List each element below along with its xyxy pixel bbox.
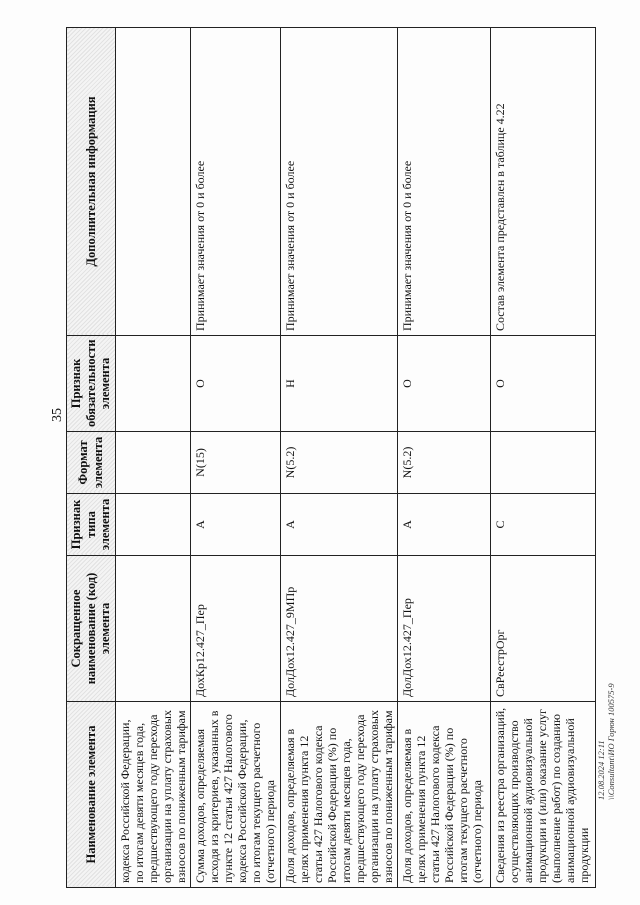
header-required: Признак обязательности элемента (67, 336, 116, 432)
rotated-table-wrapper (66, 28, 591, 888)
cell-name: Доля доходов, определяемая в целях применения пункта 12 статьи 427 Налогового кодекса Российской Федерации (%) по итогам текущего расчетного (отчетного) периода (398, 702, 491, 888)
cell-name: Сведения из реестра организаций, осуществляющих производство анимационной аудиовизуальной продукции и (или) оказание услуг (выполнение работ) по созданию анимационной аудиовизуальной продукции (491, 702, 596, 888)
cell-info: Принимает значения от 0 и более (398, 28, 491, 336)
cell-code (115, 556, 190, 702)
table-header-row (67, 28, 116, 888)
cell-name: Сумма доходов, определяемая исходя из критериев, указанных в пункте 12 статьи 427 Налогового кодекса Российской Федерации, по итогам текущего расчетного (отчетного) периода (191, 702, 281, 888)
header-name: Наименование элемента (67, 702, 116, 888)
cell-info: Состав элемента представлен в таблице 4.22 (491, 28, 596, 336)
cell-required: О (191, 336, 281, 432)
header-format: Формат элемента (67, 432, 116, 494)
cell-type: А (398, 494, 491, 556)
cell-name: кодекса Российской Федерации, по итогам девяти месяцев года, предшествующего году перехода организации на уплату страховых взносов по пониженным тарифам (115, 702, 190, 888)
table-row (191, 28, 281, 888)
cell-format: N(5.2) (281, 432, 398, 494)
cell-code: ДолДох12.427_Пер (398, 556, 491, 702)
header-type: Признак типа элемента (67, 494, 116, 556)
table-row (491, 28, 596, 888)
page-number: 35 (50, 408, 65, 422)
table-row (281, 28, 398, 888)
cell-code: ДохКр12.427_Пер (191, 556, 281, 702)
cell-info (115, 28, 190, 336)
header-info: Дополнительная информация (67, 28, 116, 336)
table-row (398, 28, 491, 888)
cell-required: О (491, 336, 596, 432)
cell-required: О (398, 336, 491, 432)
cell-format: N(5.2) (398, 432, 491, 494)
cell-required: Н (281, 336, 398, 432)
cell-info: Принимает значения от 0 и более (281, 28, 398, 336)
elements-table (66, 27, 596, 888)
print-timestamp: 12.08.2024 12:11 (596, 740, 606, 800)
print-footer (596, 683, 616, 800)
print-source: \\Consultant\ИО Горюн 100575-9 (606, 683, 616, 800)
table-row (115, 28, 190, 888)
cell-format (491, 432, 596, 494)
cell-type: С (491, 494, 596, 556)
cell-type (115, 494, 190, 556)
cell-type: А (191, 494, 281, 556)
cell-format: N(15) (191, 432, 281, 494)
cell-code: ДолДох12.427_9МПр (281, 556, 398, 702)
cell-required (115, 336, 190, 432)
cell-format (115, 432, 190, 494)
cell-code: СвРеестрОрг (491, 556, 596, 702)
cell-info: Принимает значения от 0 и более (191, 28, 281, 336)
cell-type: А (281, 494, 398, 556)
header-code: Сокращенное наименование (код) элемента (67, 556, 116, 702)
cell-name: Доля доходов, определяемая в целях применения пункта 12 статьи 427 Налогового кодекса Российской Федерации (%) по итогам девяти месяцев года, предшествующего году перехода организации на уплату страховых взносов по пониженным тарифам (281, 702, 398, 888)
